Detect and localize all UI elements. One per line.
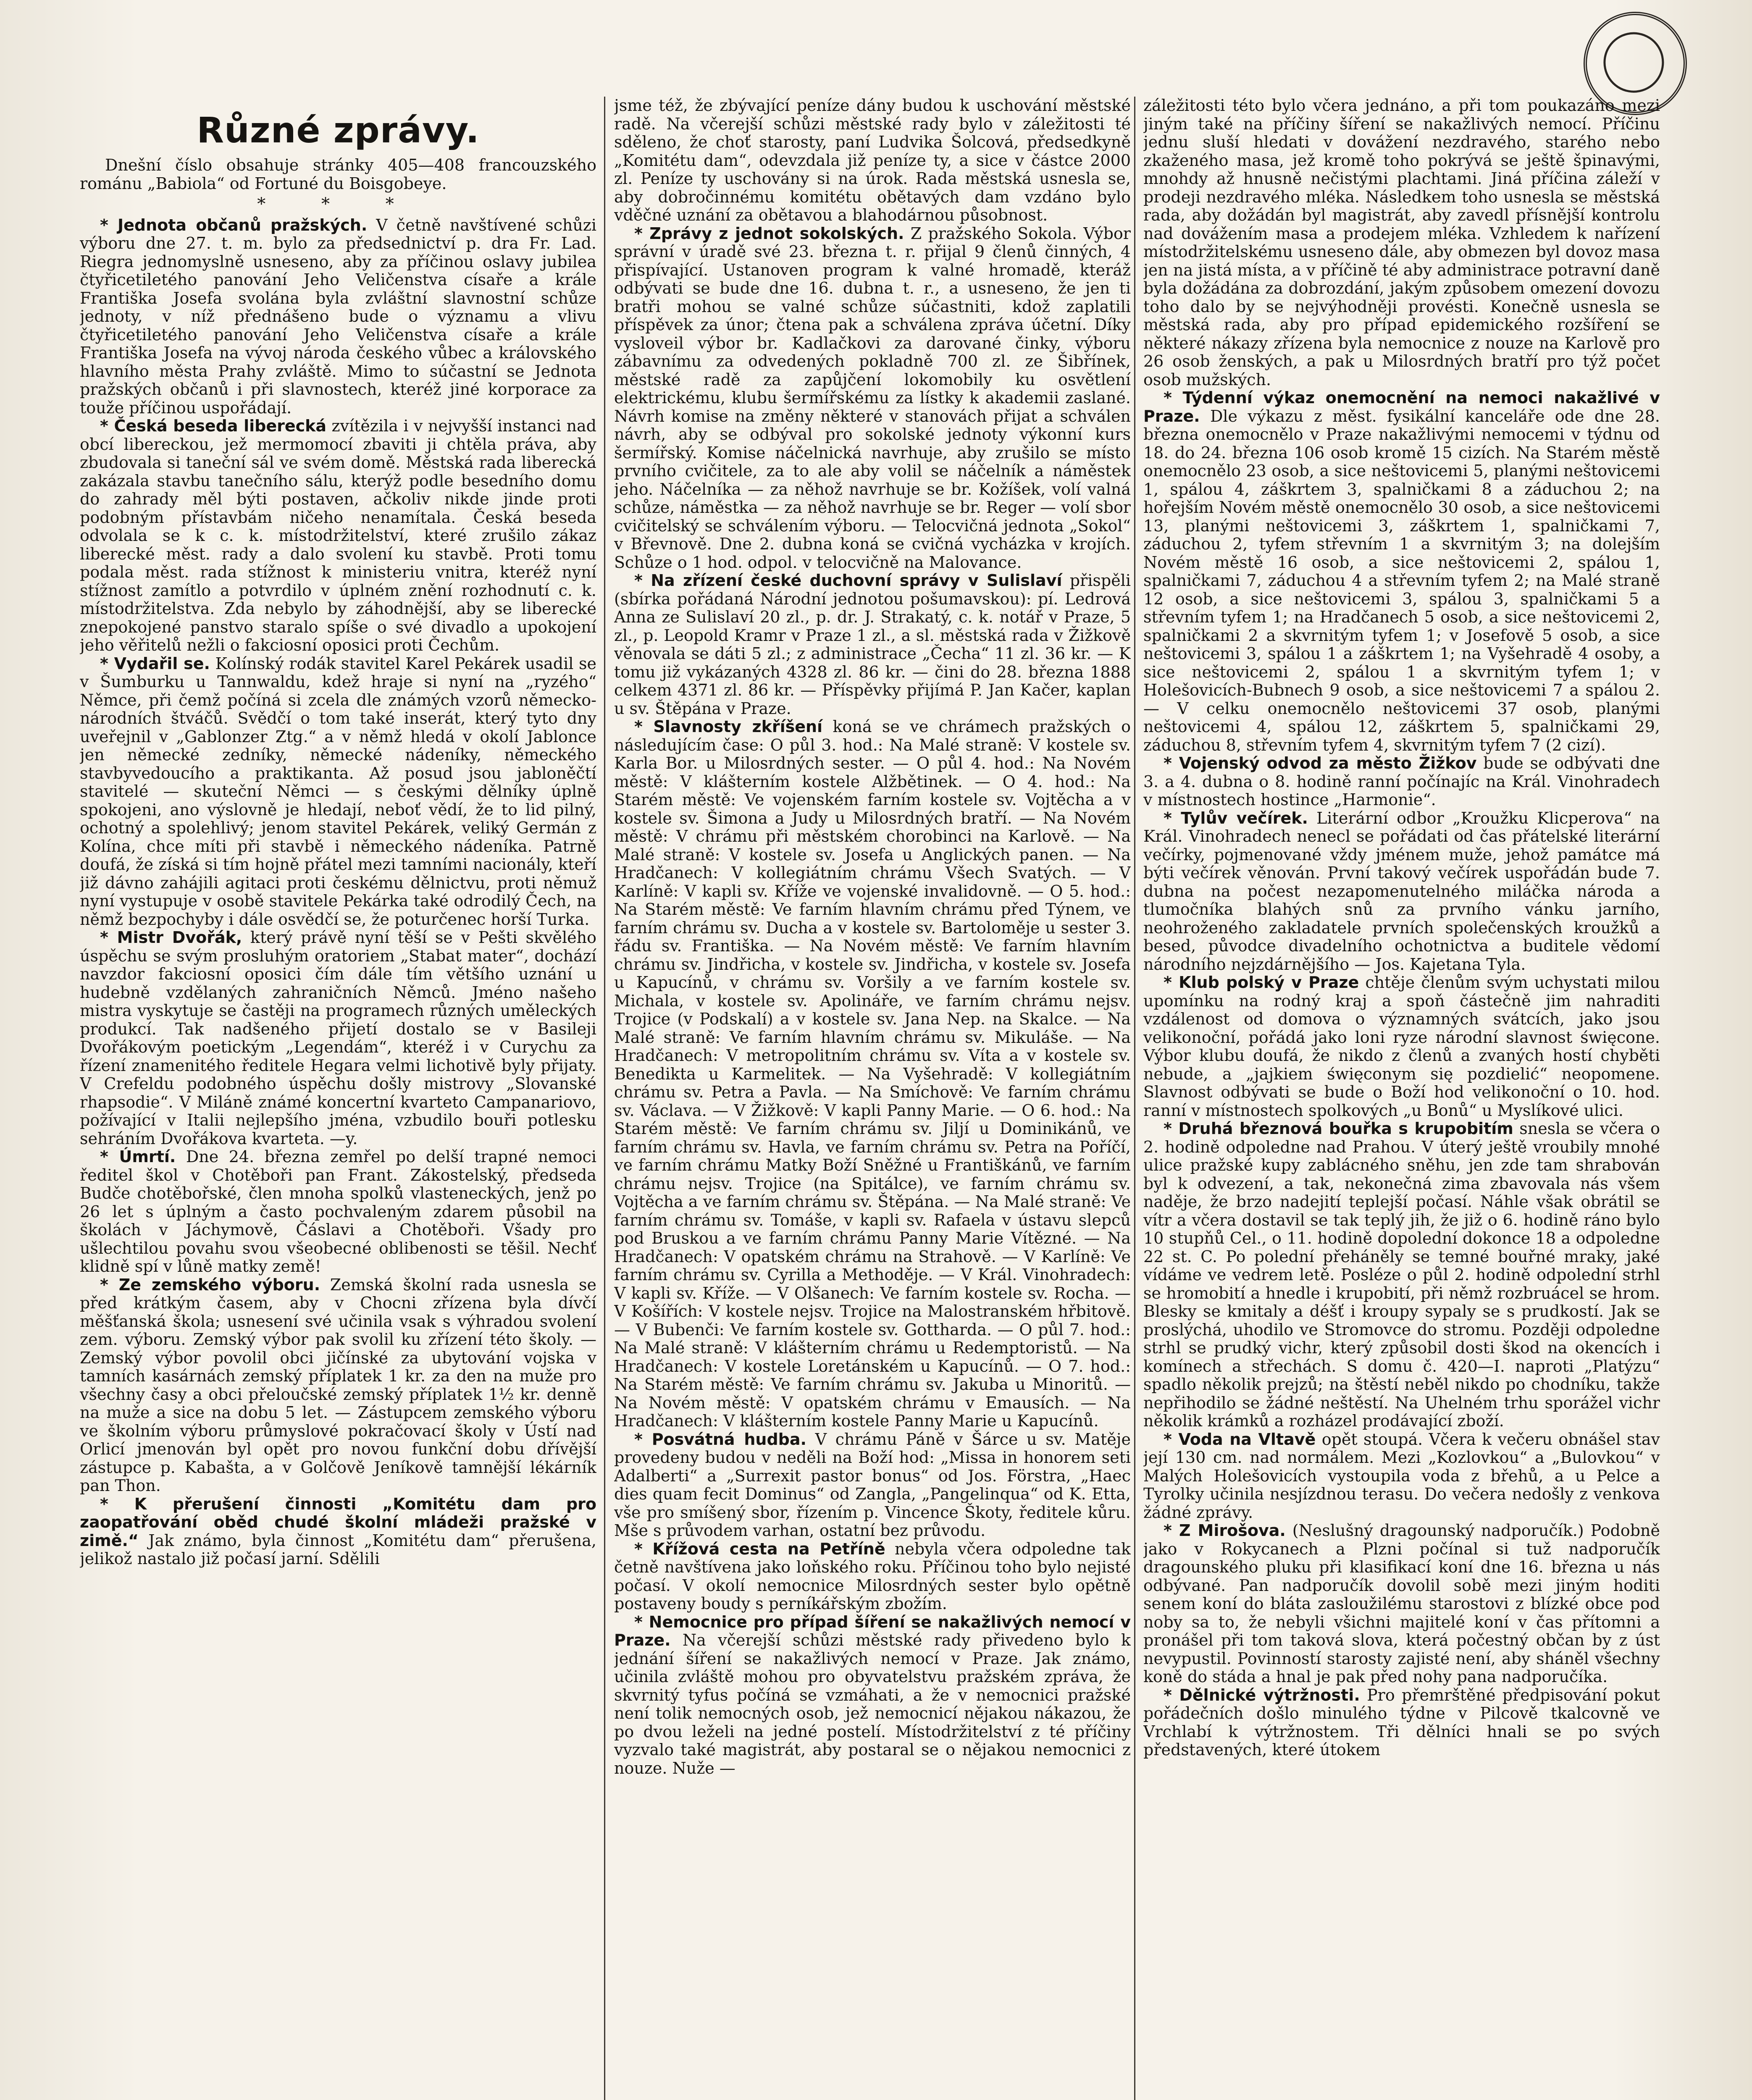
intro-note: Dnešní číslo obsahuje stránky 405—408 francouzského románu „Babiola“ od Fortuné du Boisgobeye.	[80, 156, 596, 193]
news-item-text: Na včerejší schůzi městské rady přivedeno bylo k jednání šíření se nakažlivých nemocí v Praze. Jak známo, učinila zvláště mohou pro obyvatelstvu pražském zpráva, že skvrnitý tyfus počíná se vzmáhati, a že v nemocnici pražské není tolik nemocných osob, jež nemocnicí nějakou nákazou, že po dvou leželi na jedné postelí. Místodržitelství z té příčiny vyzvalo také magistrát, aby postaral se o nějakou nemocnici z nouze. Nuže —	[614, 1631, 1131, 1777]
news-item	[1143, 1522, 1660, 1686]
news-item	[1143, 1686, 1660, 1759]
news-item-text: chtěje členům svým uchystati milou upomínku na rodný kraj a spoň částečně jim nahraditi vzdálenost od domova o významných svátcích, jako jsou velikonoční, pořádá jako loni ryze národní slavnost święcone. Výbor klubu doufá, že nikdo z členů a zvaných hostí chyběti nebude, a „jajkiem święconym się pozdielić“ neopomene. Slavnost odbývati se bude o Boží hod velikonoční o 10. hod. ranní v místnostech spolkových „u Bonů“ u Myslíkové ulici.	[1143, 973, 1660, 1120]
news-item	[614, 225, 1131, 572]
news-item-text: Zemská školní rada usnesla se před krátkým časem, aby v Chocni zřízena byla dívčí měšťanská škola; usnesení své učinila vsak s výhradou svolení zem. výboru. Zemský výbor pak svolil ku zřízení této školy. — Zemský výbor povolil obci jičínské za ubytování vojska v tamních kasárnách zemský příplatek 1 kr. za den na muže pro všechny časy a obci přeloučské zemský příplatek 1½ kr. denně na muže a sice na dobu 5 let. — Zástupcem zemského výboru ve školním výboru průmyslové pokračovací školy v Ústí nad Orlicí jmenován byl opět pro novou funkční dobu dřívější zástupce p. Kabašta, a v Golčově Jeníkově tamnější lékárník pan Thon.	[80, 1275, 596, 1495]
news-item-text: (Neslušný dragounský nadporučík.) Podobně jako v Rokycanech a Plzni počínal si tuž nadporučík dragounského pluku při klasifikací koní dne 16. března u nás odbývané. Pan nadporučík dovolil sobě mezi jiným hoditi senem koní do bláta zasloužilému starostovi z blízké obce pod noby sa to, že nebyli všichni majitelé koní v čas přítomni a pronášel při tom taková slova, která počestný občan by z úst nevypustil. Povinností starosty zajisté není, aby sháněl všechny koně do stáda a hnal je pak před nohy pana nadporučíka.	[1143, 1521, 1660, 1686]
news-item-text: V chrámu Páně v Šárce u sv. Matěje provedeny budou v neděli na Boží hod: „Missa in honorem seti Adalberti“ a „Surrexit pastor bonus“ od Jos. Förstra, „Haec dies quam fecit Dominus“ od Zangla, „Pangelinqua“ od K. Etta, vše pro smíšený sbor, řízením p. Vincence Škoty, ředitele kůru. Mše s průvodem varhan, ostatní bez průvodu.	[614, 1430, 1131, 1540]
news-item-text: koná se ve chrámech pražských o následujícím čase: O půl 3. hod.: Na Malé straně: V kostele sv. Karla Bor. u Milosrdných sester. — O půl 4. hod.: Na Novém městě: V klášterním kostele Alžbětinek. — O 4. hod.: Na Starém městě: Ve vojenském farním kostele sv. Vojtěcha a v kostele sv. Šimona a Judy u Milosrdných bratří. — Na Novém městě: V chrámu při městském chorobinci na Karlově. — Na Malé straně: V kostele sv. Josefa u Anglických panen. — Na Hradčanech: V kollegiátním chrámu Všech Svatých. — V Karlíně: V kapli sv. Kříže ve vojenské invalidovně. — O 5. hod.: Na Starém městě: Ve farním hlavním chrámu před Týnem, ve farním chrámu sv. Ducha a v kostele sv. Bartoloměje u sester 3. řádu sv. Františka. — Na Novém městě: Ve farním hlavním chrámu sv. Jindřicha, v kostele sv. Jindřicha, v kostele sv. Josefa u Kapucínů, v chrámu sv. Voršily a ve farním kostele sv. Michala, v kostele sv. Apolináře, ve farním chrámu nejsv. Trojice (v Podskalí) a v kostele sv. Jana Nep. na Skalce. — Na Malé straně: Ve farním hlavním chrámu sv. Mikuláše. — Na Hradčanech: V metropolitním chrámu sv. Víta a v kostele sv. Benedikta u Karmelitek. — Na Vyšehradě: V kollegiátním chrámu sv. Petra a Pavla. — Na Smíchově: Ve farním chrámu sv. Václava. — V Žižkově: V kapli Panny Marie. — O 6. hod.: Na Starém městě: Ve farním chrámu sv. Jiljí u Dominikánů, ve farním chrámu sv. Havla, ve farním chrámu sv. Petra na Poříčí, ve farním chrámu Matky Boží Sněžné u Františkánů, ve farním chrámu nejsv. Trojice (na Spitálce), ve farním chrámu sv. Vojtěcha a ve farním chrámu sv. Štěpána. — Na Malé straně: Ve farním chrámu sv. Tomáše, v kapli sv. Rafaela v ústavu slepců pod Bruskou a ve farním chrámu Panny Marie Vítězné. — Na Hradčanech: V opatském chrámu na Strahově. — V Karlíně: Ve farním chrámu sv. Cyrilla a Methoděje. — V Král. Vinohradech: V kapli sv. Kříže. — V Olšanech: Ve farním kostele sv. Rocha. — V Košířích: V kostele nejsv. Trojice na Malostranském hřbitově. — V Bubenči: Ve farním kostele sv. Gottharda. — O půl 7. hod.: Na Malé straně: V klášterním chrámu u Redemptoristů. — Na Hradčanech: V kostele Loretánském u Kapucínů. — O 7. hod.: Na Starém městě: Ve farním chrámu sv. Jakuba u Minoritů. — Na Novém městě: V opatském chrámu v Emausích. — Na Hradčanech: V klášterním kostele Panny Marie u Kapucínů.	[614, 717, 1131, 1430]
news-item-heading: * Tylův večírek.	[1164, 808, 1308, 827]
news-item-heading: * Posvátná hudba.	[634, 1430, 806, 1449]
news-item-heading: * Nemocnice pro případ šíření se nakažlivých nemocí v Praze.	[614, 1612, 1131, 1649]
news-item	[80, 216, 596, 417]
news-item	[1143, 389, 1660, 754]
news-item-heading: * Česká beseda liberecká	[100, 417, 327, 435]
news-item-heading: * Úmrtí.	[100, 1147, 176, 1166]
news-item	[80, 1495, 596, 1568]
column-rule	[604, 97, 605, 2100]
news-item-heading: * Klub polský v Praze	[1164, 973, 1359, 992]
news-item-heading: * K přerušení činnosti „Komitétu dam pro zaopatřování oběd chudé školní mládeži pražské v zimě.“	[80, 1494, 596, 1550]
news-item	[80, 417, 596, 655]
news-item-text: jsme též, že zbývající peníze dány budou k uschování městské radě. Na včerejší schůzi městské rady bylo v záležitosti té sděleno, že choť starosty, paní Ludvika Šolcová, předsedkyně „Komitétu dam“, odevzdala již peníze ty, a sice v částce 2000 zl. Peníze ty uschovány si na úrok. Rada městská usnesla se, aby dobročinnému komitétu obětavých dam vzdáno bylo vděčné uznání za obětavou a blahodárnou působnost.	[614, 97, 1131, 224]
news-item	[1143, 97, 1660, 389]
column-3	[1143, 97, 1660, 2100]
news-item-heading: * Vojenský odvod za město Žižkov	[1164, 754, 1477, 772]
news-item	[614, 718, 1131, 1431]
news-item-text: Z pražského Sokola. Výbor správní v úradě své 23. března t. r. přijal 9 členů činných, 4 přispívající. Ustanoven program k valné hromadě, kteráž odbývati se bude dne 16. dubna t. r., a usneseno, že jen ti bratři mohou se valné schůze súčastniti, kdož zaplatili příspěvek za únor; čtena pak a schválena zpráva účetní. Díky vysloveil výbor br. Kadlačkovi za darované činky, výboru zábavnímu za odvedených pokladně 700 zl. ze Šibřínek, městské radě za zapůjčení lokomobily ku osvětlení elektrickému, klubu šermířskému za lístky k akademii zaslané. Návrh komise na změny některé v stanovách přijat a schválen návrh, aby se odbýval pro sokolské jednoty výkonní kurs šermířský. Komise náčelnická navrhuje, aby zrušilo se místo prvního cvičitele, za to ale aby volil se náčelník a náměstek jeho. Náčelníka — za něhož navrhuje se br. Kožíšek, volí valná schůze, náměstka — za něhož navrhuje se br. Reger — volí sbor cvičitelský se schválením výboru. — Telocvičná jednota „Sokol“ v Břevnově. Dne 2. dubna koná se cvičná vycházka v krojích. Schůze o 1 hod. odpol. v telocvičně na Malovance.	[614, 224, 1131, 572]
news-item	[614, 1613, 1131, 1778]
news-item-text: Kolínský rodák stavitel Karel Pekárek usadil se v Šumburku u Tannwaldu, kdež hraje si nyní na „ryzého“ Němce, při čemž počíná si zcela dle známých vzorů německo-národních štváčů. Svědčí o tom také inserát, který tyto dny uveřejnil v „Gablonzer Ztg.“ a v němž hledá v okolí Jablonce jen německé zedníky, německé nádeníky, německého stavbyvedoucího a praktikanta. Až posud jsou jabloněčtí stavitelé — skuteční Němci — s českými dělníky úplně spokojeni, ano výslovně je hledají, neboť vědí, že to lid pilný, ochotný a spolehlivý; jenom stavitel Pekárek, veliký Germán z Kolína, chce míti při stavbě i německého nádeníka. Patrně doufá, že získá si tím hojně přátel mezi tamními nacionály, kteří již dávno zahájili agitaci proti českému dělnictvu, proti němuž nyní vystupuje v osobě stavitele Pekárka také odrodilý Čech, na němž bezpochyby i dále osvědčí se, že poturčenec horší Turka.	[80, 654, 596, 929]
news-item	[614, 1540, 1131, 1613]
news-item	[80, 929, 596, 1148]
news-item-heading: * Křížová cesta na Petříně	[634, 1539, 885, 1558]
separator: * * *	[257, 194, 419, 214]
news-item-text: Dle výkazu z měst. fysikální kanceláře ode dne 28. března onemocnělo v Praze nakažlivými nemocemi v týdnu od 18. do 24. března 106 osob kromě 15 cizích. Na Starém městě onemocnělo 23 osob, a sice neštovicemi 5, planými neštovicemi 1, spálou 4, záškrtem 3, spalničkami 8 a záduchou 2; na hořejším Novém městě onemocnělo 30 osob, a sice neštovicemi 13, planými neštovicemi 3, záškrtem 1, spalničkami 7, záduchou 2, tyfem střevním 1 a skvrnitým 3; na dolejším Novém městě 16 osob, a sice neštovicemi 2, spálou 1, spalničkami 7, záduchou 4 a střevním tyfem 2; na Malé straně 12 osob, a sice neštovicemi 3, spálou 3, spalničkami 5 a střevním tyfem 1; na Hradčanech 5 osob, a sice neštovicemi 2, spalničkami 2 a skvrnitým tyfem 1; v Josefově 5 osob, a sice neštovicemi 3, spálou 1 a záškrtem 1; na Vyšehradě 4 osoby, a sice neštovicemi 2, spálou 1 a skvrnitým tyfem 1; v Holešovicích-Bubnech 9 osob, a sice neštovicemi 7 a spálou 2. — V celku onemocnělo neštovicemi 37 osob, planými neštovicemi 4, spálou 12, záškrtem 5, spalničkami 29, záduchou 8, střevním tyfem 4, skvrnitým tyfem 7 (2 cizí).	[1143, 407, 1660, 754]
news-item-heading: * Jednota občanů pražských.	[100, 215, 368, 234]
news-item-text: Jak známo, byla činnost „Komitétu dam“ přerušena, jelikož nastalo již počasí jarní. Sdělili	[80, 1531, 596, 1568]
news-item-heading: * Ze zemského výboru.	[100, 1275, 320, 1294]
news-item-text: snesla se včera o 2. hodině odpoledne nad Prahou. V úterý ještě vroubily mnohé ulice pražské kupy zablácného sněhu, jen zde tam shrabován byl k odvezení, a tak, nekonečná zima zbavovala nás všem naděje, že brzo nadejití teplejší počasí. Náhle však obrátil se vítr a včera dostavil se tak teplý jih, že již o 6. hodině ráno bylo 10 stupňů Cel., o 11. hodině dopolední dokonce 18 a odpoledne 22 st. C. Po polední přeháněly se temné bouřné mraky, jaké vídáme ve vedrem letě. Posléze o půl 2. hodině odpolední strhl se hromobití a hnedle i krupobití, při němž rozbruácel se hrom. Blesky se kmitaly a déšť i kroupy sypaly se s prudkostí. Jak se proslýchá, uhodilo ve Stromovce do stromu. Později odpoledne strhl se prudký vichr, který způsobil dosti škod na okencích i komínech a střechách. S domu č. 420—I. naproti „Platýzu“ spadlo několik prejzů; na štěstí neběl nikdo po chodníku, takže nepřihodilo se žádné neštěstí. Na Uhelném trhu sporážel vichr několik krámků a rozházel prodávající zboží.	[1143, 1119, 1660, 1430]
news-item-text: opět stoupá. Včera k večeru obnášel stav její 130 cm. nad normálem. Mezi „Kozlovkou“ a „Bulovkou“ v Malých Holešovicích vystoupila voda z břehů, a u Pelce a Tyrolky učinila nesjízdnou terasu. Do večera nedošly z venkova žádné zprávy.	[1143, 1430, 1660, 1522]
news-item-text: Pro přemrštěné předpisování pokut pořádečních došlo minulého týdne v Pilcově tkalcovně ve Vrchlabí k výtržnostem. Tři dělníci hnali se po svých představených, které útokem	[1143, 1685, 1660, 1759]
news-item	[1143, 1120, 1660, 1431]
news-item	[80, 1276, 596, 1495]
news-item-heading: * Na zřízení české duchovní správy v Sulislaví	[634, 571, 1062, 590]
news-item	[80, 655, 596, 929]
news-item-heading: * Voda na Vltavě	[1164, 1430, 1316, 1449]
news-item	[614, 1431, 1131, 1540]
news-item	[1143, 974, 1660, 1120]
news-item	[614, 572, 1131, 718]
news-item-heading: * Z Mirošova.	[1164, 1521, 1286, 1540]
news-item	[1143, 754, 1660, 809]
news-item-heading: * Týdenní výkaz onemocnění na nemoci nakažlivé v Praze.	[1143, 388, 1660, 425]
section-title: Různé zprávy.	[197, 110, 480, 151]
news-item-text: nebyla včera odpoledne tak četně navštívena jako loňského roku. Příčinou toho bylo nejisté počasí. V okolí nemocnice Milosrdných sester bylo opětně postaveny boudy s perníkářským zbožím.	[614, 1539, 1131, 1613]
column-2	[614, 97, 1131, 2100]
news-item-heading: * Mistr Dvořák,	[100, 928, 242, 947]
news-item	[1143, 1431, 1660, 1522]
news-item-text: přispěli (sbírka pořádaná Národní jednotou pošumavskou): pí. Ledrová Anna ze Sulislaví 20 zl., p. dr. J. Strakatý, c. k. notář v Praze, 5 zl., p. Leopold Kramr v Praze 1 zl., a sl. městská rada v Žižkově věnovala se dáti 5 zl.; z administrace „Čecha“ 11 zl. 36 kr. — K tomu již vykázaných 4328 zl. 86 kr. — čini do 28. března 1888 celkem 4371 zl. 86 kr. — Příspěvky přijímá P. Jan Kačer, kaplan u sv. Štěpána v Praze.	[614, 571, 1131, 718]
news-item-text: záležitosti této bylo včera jednáno, a při tom poukazáno mezi jiným také na příčiny šíření se nakažlivých nemocí. Příčinu jednu sluší hledati v dovážení nezdravého, starého nebo zkaženého masa, jež kromě toho pokrývá se ještě špinavými, mnohdy až hnusně nečistými plachtami. Jiná příčina záleží v prodeji nezdravého mléka. Následkem toho usnesla se městská rada, aby dožádán byl magistrát, aby zavedl přísnější kontrolu nad dovážením masa a prodejem mléka. Vzhledem k nařízení místodržitelskému usneseno dále, aby obmezen byl dovoz masa jen na jistá místa, a v příčině té aby administrace potravní daně byla dožádána za dobrozdání, jakým způsobem omezení dovozu toho dalo by se nejvýhodněji provésti. Konečně usnesla se městská rada, aby pro případ epidemického rozšíření se některé nákazy zřízena byla nemocnice z nouze na Karlově pro 26 osob ženských, a pak u Milosrdných bratří pro týž počet osob mužských.	[1143, 97, 1660, 389]
news-item	[80, 1148, 596, 1276]
news-item-heading: * Zprávy z jednot sokolských.	[634, 224, 904, 243]
news-item-text: Literární odbor „Kroužku Klicperova“ na Král. Vinohradech nenecl se pořádati od čas přátelské literární večírky, pojmenované vždy jménem muže, jehož památce má býti večírek věnován. První takový večírek uspořádán bude 7. dubna na počest nezapomenutelného miláčka národa a tlumočníka blahých snů za prvního vánku jarního, neohroženého zakladatele prvních společenských kroužků a besed, původce divadelního ochotnictva a buditele vědomí národního nejzdárnějšího — Jos. Kajetana Tyla.	[1143, 808, 1660, 974]
news-item-heading: * Druhá březnová bouřka s krupobitím	[1164, 1119, 1513, 1138]
news-item-text: V četně navštívené schůzi výboru dne 27. t. m. bylo za předsednictví p. dra Fr. Lad. Riegra jednomyslně usneseno, aby za příčinou oslavy jubilea čtyřicetiletého panování Jeho Veličenstva císaře a krále Františka Josefa svolána byla zvláštní slavnostní schůze jednoty, v níž přednášeno bude o významu a vlivu čtyřicetiletého panování Jeho Veličenstva císaře a krále Františka Josefa na vývoj národa českého vůbec a královského hlavního města Prahy zvláště. Mimo to súčastní se Jednota pražských občanů i při slavnostech, kteréž jiné korporace za touže příčinou uspořádají.	[80, 215, 596, 417]
column-3-articles	[1143, 97, 1660, 1759]
news-item-heading: * Vydařil se.	[100, 654, 210, 673]
news-item-heading: * Slavnosty zkříšení	[634, 717, 823, 736]
news-item-heading: * Dělnické výtržnosti.	[1164, 1685, 1360, 1704]
news-item-text: zvítězila i v nejvyšší instanci nad obcí libereckou, jež mermomocí zbaviti ji chtěla práva, aby zbudovala si taneční sál ve svém domě. Městská rada liberecká zakázala stavbu tanečního sálu, kterýž podle besedního domu do zahrady měl býti postaven, ačkoliv nikde jinde proti podobným přístavbám ničeho nenamítala. Česká beseda odvolala se k c. k. místodržitelství, které zrušilo zákaz liberecké měst. rady a dalo svolení ku stavbě. Proti tomu podala měst. rada stížnost k ministeriu vnitra, kteréž nyní stížnost zamítlo a potvrdilo v úplném znění rozhodnutí c. k. místodržitelstva. Zda nebylo by záhodnější, aby se liberecké znepokojené panstvo staralo spíše o své divadlo a upokojení jeho věřitelů nežli o fakciosní oposici proti Čechům.	[80, 417, 596, 654]
column-rule	[1134, 97, 1135, 2100]
column-1-articles	[80, 216, 596, 1568]
news-item	[614, 97, 1131, 225]
news-item	[1143, 809, 1660, 974]
column-1	[80, 97, 596, 2100]
column-2-articles	[614, 97, 1131, 1777]
news-item-text: který právě nyní těší se v Pešti skvělého úspěchu se svým prosluhým oratoriem „Stabat mater“, dochází navzdor fakciosní oposici čím dále tím většího uznání u hudebně vzdělaných zahraničních Němců. Jméno našeho mistra vyskytuje se častěji na programech různých uměleckých produkcí. Tak nadšeného přijetí dostalo se v Basileji Dvořákovým poetickým „Legendám“, kteréž i v Curychu za řízení znamenitého ředitele Hegara velmi lichotivě byly přijaty. V Crefeldu podobného úspěchu došly mistrovy „Slovanské rhapsodie“. V Miláně známé koncertní kvarteto Campanariovo, požívající v Italii nejlepšího jména, vzbudilo bouři potlesku sehráním Dvořákova kvarteta. —y.	[80, 928, 596, 1148]
news-item-text: bude se odbývati dne 3. a 4. dubna o 8. hodině ranní počínajíc na Král. Vinohradech v místnostech hostince „Harmonie“.	[1143, 754, 1660, 809]
news-item-text: Dne 24. března zemřel po delší trapné nemoci ředitel škol v Chotěboři pan Frant. Zákostelský, předseda Budče chotěbořské, člen mnoha spolků vlasteneckých, jenž po 26 let s úplným a často pochvaleným zdarem působil na školách v Jáchymově, Čáslavi a Chotěboři. Všady pro ušlechtilou povahu svou všeobecné oblibenosti se těšil. Nechť klidně spí v lůně matky země!	[80, 1147, 596, 1276]
